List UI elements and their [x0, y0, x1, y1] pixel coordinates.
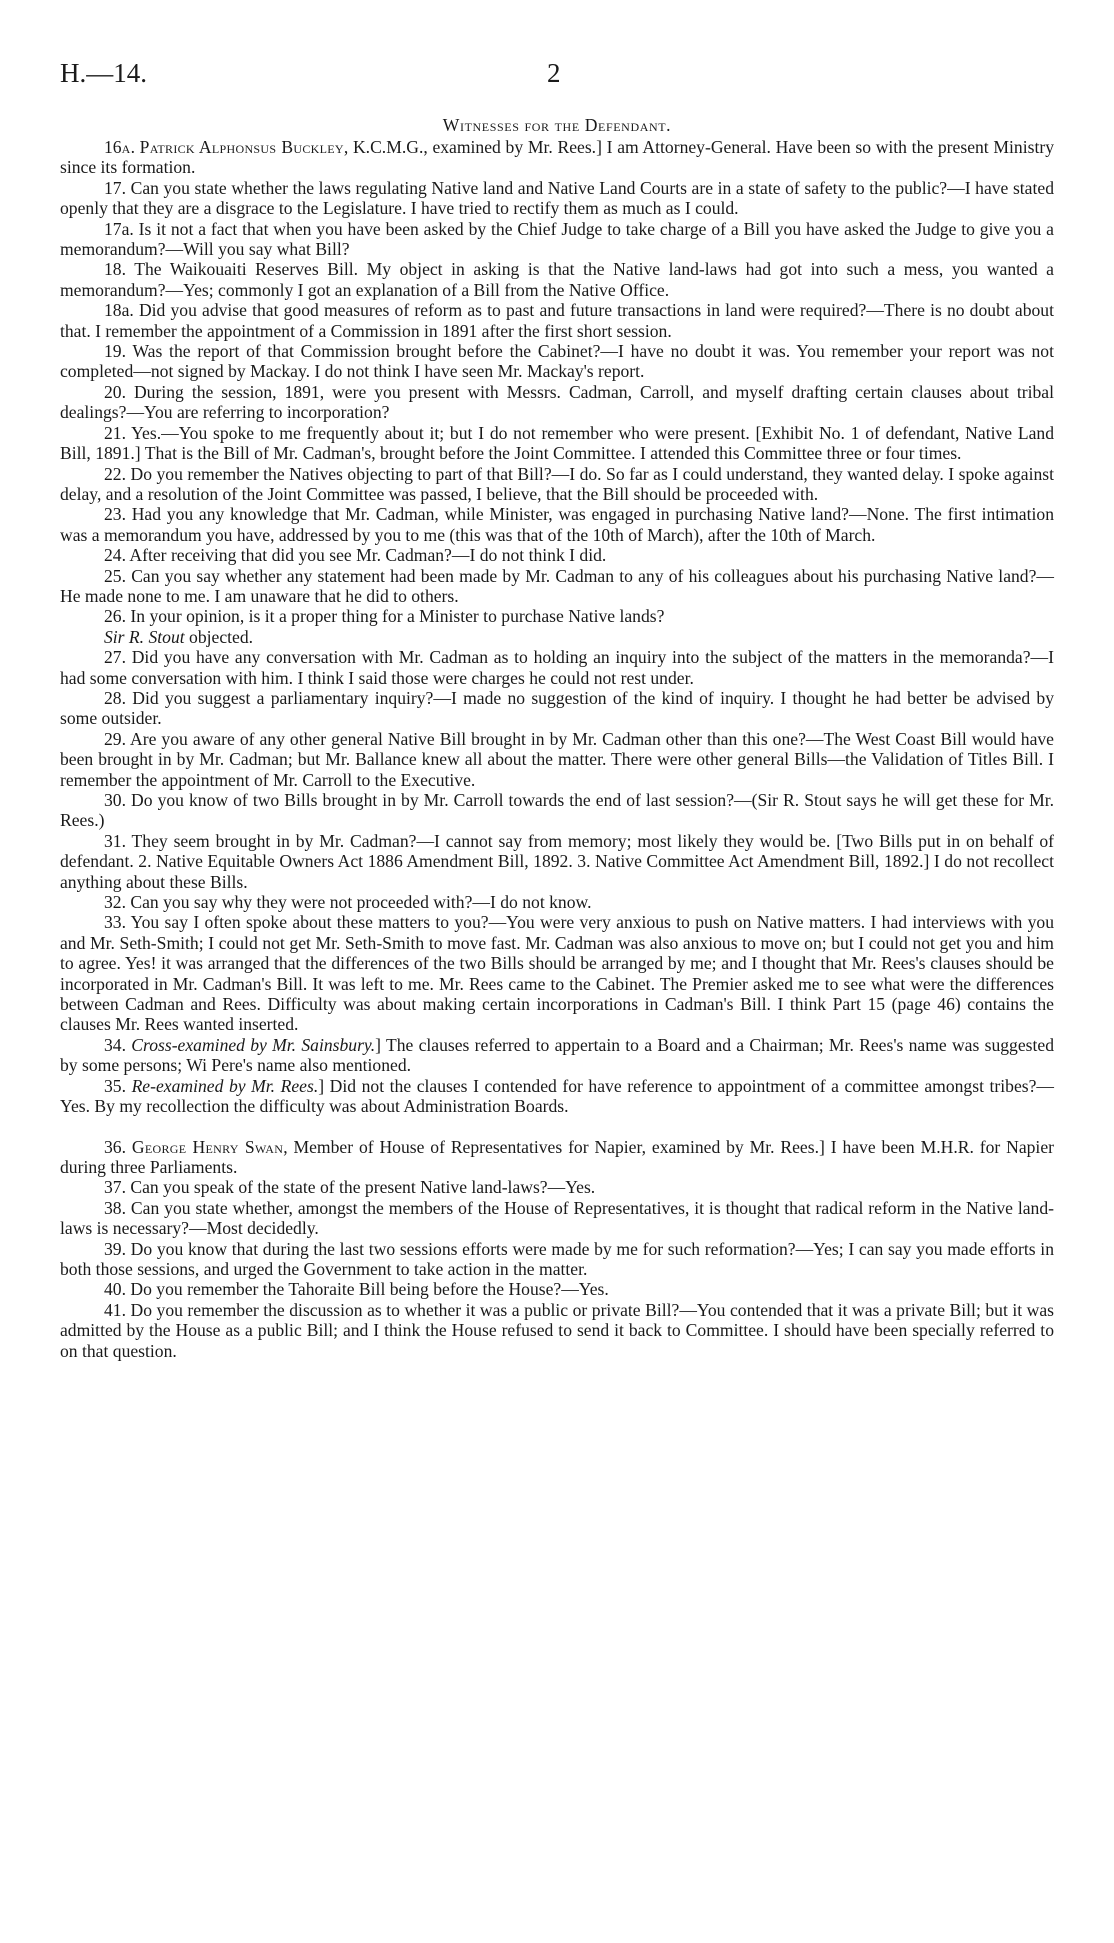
paragraph: 20. During the session, 1891, were you present with Messrs. Cadman, Carroll, and myself drafting certain clauses about tribal dealings?—You are referring to incorporation?	[60, 381, 1054, 423]
paragraph: 29. Are you aware of any other general Native Bill brought in by Mr. Cadman other than this one?—The West Coast Bill would have been brought in by Mr. Cadman; but Mr. Ballance knew all about the matter. There were other general Bills—the Validation of Titles Bill. I remember the appointment of Mr. Carroll to the Executive.	[60, 728, 1054, 790]
witness-name: Patrick Alphonsus Buckley	[139, 137, 344, 157]
objection-note: Sir R. Stout objected.	[104, 626, 254, 647]
paragraph: 25. Can you say whether any statement had been made by Mr. Cadman to any of his colleagues about his purchasing Native land?—He made none to me. I am unaware that he did to others.	[60, 565, 1054, 606]
paragraph: 31. They seem brought in by Mr. Cadman?—I cannot say from memory; most likely they would be. [Two Bills put in on behalf of defendant. 2. Native Equitable Owners Act 1886 Amendment Bill, 1892. 3. Native Committee Act Amendment Bill, 1892.] I do not recollect anything about these Bills.	[60, 830, 1054, 892]
paragraph: 19. Was the report of that Commission brought before the Cabinet?—I have no doubt it was. You remember your report was not completed—not signed by Mackay. I do not think I have seen Mr. Mackay's report.	[60, 341, 1054, 382]
paragraph: 21. Yes.—You spoke to me frequently about it; but I do not remember who were present. [Exhibit No. 1 of defendant, Native Land Bill, 1891.] That is the Bill of Mr. Cadman's, brought before the Joint Committee. I attended this Committee three or four times.	[60, 422, 1054, 464]
paragraph: 26. In your opinion, is it a proper thing for a Minister to purchase Native lands?	[104, 606, 665, 627]
document-code: H.—14.	[60, 58, 147, 88]
witness-name: George Henry Swan	[131, 1136, 284, 1157]
paragraph: 33. You say I often spoke about these matters to you?—You were very anxious to push on Native matters. I had interviews with you and Mr. Seth-Smith; I could not get Mr. Seth-Smith to move fast. Mr. Cadman was also anxious to move on; but I could not get you and him to agree. Yes! it was arranged that the differences of the two Bills should be arranged by me; and I thought that Mr. Rees's clauses should be incorporated in Mr. Cadman's Bill. It was left to me. Mr. Rees came to the Cabinet. The Premier asked me to see what were the differences between Cadman and Rees. Difficulty was about making certain incorporations in Cadman's Bill. I think Part 15 (page 46) contains the clauses Mr. Rees wanted inserted.	[60, 912, 1054, 1035]
paragraph: 38. Can you state whether, amongst the members of the House of Representatives, it is thought that radical reform in the Native land-laws is necessary?—Most decidedly.	[60, 1197, 1054, 1239]
paragraph-cross-examination: 34. Cross-examined by Mr. Sainsbury.] The clauses referred to appertain to a Board and a Chairman; Mr. Rees's name was suggested by some persons; Wi Pere's name also mentioned.	[60, 1034, 1055, 1076]
paragraph: 22. Do you remember the Natives objecting to part of that Bill?—I do. So far as I could understand, they wanted delay. I spoke against delay, and a resolution of the Joint Committee was passed, I believe, that the Bill should be proceeded with.	[60, 463, 1054, 504]
witness-intro-buckley: 16a. Patrick Alphonsus Buckley, K.C.M.G., examined by Mr. Rees.] I am Attorney-General. Have been so with the present Ministry since its formation.	[60, 137, 1055, 178]
paragraph: 39. Do you know that during the last two sessions efforts were made by me for such reformation?—Yes; I can say you made efforts in both those sessions, and urged the Government to take action in the matter.	[60, 1238, 1054, 1279]
page-number: 2	[547, 58, 561, 88]
paragraph: 23. Had you any knowledge that Mr. Cadman, while Minister, was engaged in purchasing Native land?—None. The first intimation was a memorandum you have, addressed by you to me (this was that of the 10th of March), after the 10th of March.	[60, 504, 1054, 545]
section-gap	[60, 1117, 1054, 1137]
paragraph-re-examination: 35. Re-examined by Mr. Rees.] Did not the clauses I contended for have reference to appointment of a committee amongst tribes?—Yes. By my recollection the difficulty was about Administration Boards.	[60, 1075, 1055, 1117]
paragraph: 17. Can you state whether the laws regulating Native land and Native Land Courts are in a state of safety to the public?—I have stated openly that they are a disgrace to the Legislature. I have tried to rectify them as much as I could.	[60, 177, 1054, 219]
paragraph: 30. Do you know of two Bills brought in by Mr. Carroll towards the end of last session?—(Sir R. Stout says he will get these for Mr. Rees.)	[60, 790, 1054, 831]
page-body	[60, 115, 1054, 1361]
paragraph: 24. After receiving that did you see Mr. Cadman?—I do not think I did.	[104, 545, 607, 566]
paragraph: 17a. Is it not a fact that when you have been asked by the Chief Judge to take charge of a Bill you have asked the Judge to give you a memorandum?—Will you say what Bill?	[60, 218, 1054, 260]
paragraph: 32. Can you say why they were not proceeded with?—I do not know.	[104, 892, 592, 913]
paragraph: 41. Do you remember the discussion as to whether it was a public or private Bill?—You contended that it was a private Bill; but it was admitted by the House as a public Bill; and I think the House refused to send it back to Committee. I should have been specially referred to on that question.	[60, 1299, 1054, 1361]
paragraph: 28. Did you suggest a parliamentary inquiry?—I made no suggestion of the kind of inquiry. I thought he had better be advised by some outsider.	[60, 687, 1054, 729]
witness-intro-swan: 36. George Henry Swan, Member of House of Representatives for Napier, examined by Mr. Rees.] I have been M.H.R. for Napier during three Parliaments.	[60, 1136, 1054, 1177]
paragraph: 18. The Waikouaiti Reserves Bill. My object in asking is that the Native land-laws had got into such a mess, you wanted a memorandum?—Yes; commonly I got an explanation of a Bill from the Native Office.	[60, 259, 1054, 300]
paragraph: 27. Did you have any conversation with Mr. Cadman as to holding an inquiry into the subject of the matters in the memoranda?—I had some conversation with him. I think I said those were charges he could not rest under.	[60, 647, 1054, 688]
paragraph: 40. Do you remember the Tahoraite Bill being before the House?—Yes.	[104, 1279, 609, 1300]
section-title: Witnesses for the Defendant.	[442, 115, 672, 135]
paragraph: 18a. Did you advise that good measures of reform as to past and future transactions in land were required?—There is no doubt about that. I remember the appointment of a Commission in 1891 after the first short session.	[60, 300, 1054, 341]
paragraph: 37. Can you speak of the state of the present Native land-laws?—Yes.	[104, 1177, 596, 1198]
page-header	[60, 58, 1060, 94]
